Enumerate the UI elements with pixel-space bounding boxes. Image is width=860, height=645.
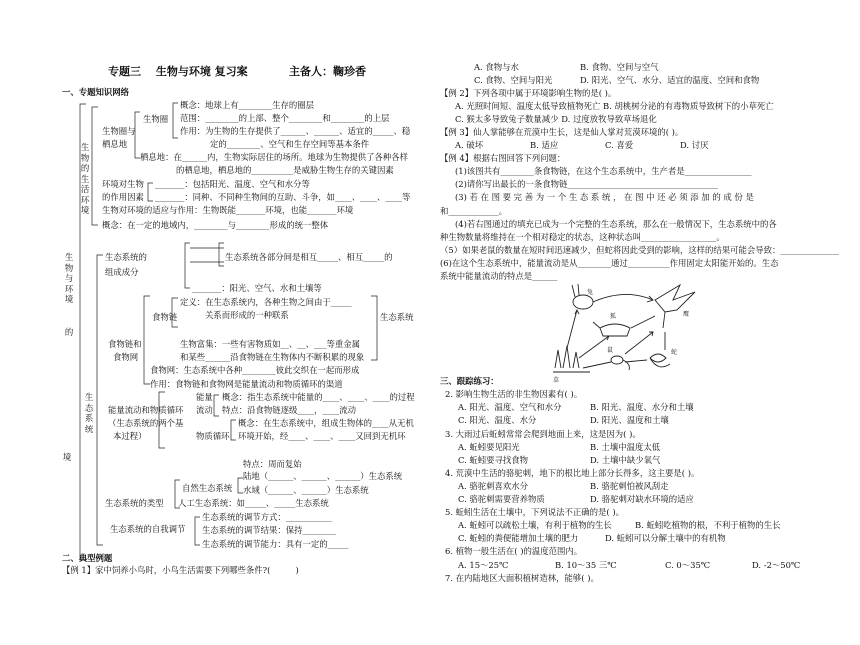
example-3-option-d: D. 讨厌 xyxy=(680,140,709,150)
question-3: 3. 大雨过后蚯蚓常常会爬到地面上来，这是因为( )。 xyxy=(445,429,641,439)
question-4-option-d: D. 骆驼刺对缺水环境的适应 xyxy=(590,494,694,504)
example-4-q4b: 种生物数量将维持在一个相对稳定的状态，这种状态叫__________________。 xyxy=(440,232,725,242)
mouse-label: 鼠 xyxy=(607,347,614,354)
energy-flow-concept: 概念：指生态系统中能量的____、____、____的过程 xyxy=(222,392,415,402)
fox-label: 狐 xyxy=(610,313,617,320)
biosphere-role-2: 定的________、空气和生存空间等基本条件 xyxy=(210,139,370,149)
example-4-q6: (6)在这个生态系统中，能量流动是从________通过__________作用固定太阳能开始的。生态 xyxy=(440,258,779,268)
habitat-line-1: 栖息地：在______内，生物实际居住的场所。地球为生物提供了各种各样 xyxy=(140,152,408,162)
cycle-title-2: （生态系统的两个基 xyxy=(108,418,184,428)
section-heading-examples: 二、典型例题 xyxy=(62,553,113,563)
example-4-q5: （5）如果老鼠的数量在短时间迅速减少，但蛇将因此受到的影响，这样的结果可能会导致：______________ xyxy=(440,245,839,255)
rabbit-icon xyxy=(573,295,593,309)
food-chain-label: 食物链 xyxy=(152,312,178,322)
bio-adapt: 生物对环境的适应与作用：生物既能_______环境，也能_______环境 xyxy=(102,205,354,215)
cycle-title-3: 本过程） xyxy=(113,431,147,441)
env-biotic: _______：同种、不同种生物间的互助、斗争，如____、____、____等 xyxy=(155,192,411,202)
question-5-option-b: B. 蚯蚓吃植物的根，不利于植物的生长 xyxy=(635,520,781,530)
eco-types-label: 生态系统的类型 xyxy=(105,498,164,508)
material-cycle-concept: 概念：在生态系统中，组成生物体的____从无机 xyxy=(238,418,414,428)
question-6: 6. 植物一般生活在( )的温度范围内。 xyxy=(445,546,583,556)
question-4: 4. 荒漠中生活的骆驼刺，地下的根比地上部分长得多，这主要是( )。 xyxy=(445,468,700,478)
example-3-option-b: B. 适应 xyxy=(530,140,559,150)
example-1-option-b: B. 食物、空间与空气 xyxy=(580,62,659,72)
biosphere-label: 生物圈 xyxy=(143,114,169,124)
energy-flow-feature: 特点：沿食物链逐级____，____流动 xyxy=(222,405,356,415)
question-5-option-d: D. 蚯蚓可以分解土壤中的有机物 xyxy=(605,533,726,543)
example-3: 【例 3】仙人掌能够在荒漠中生长，这是仙人掌对荒漠环境的( )。 xyxy=(440,127,684,137)
section-heading-practice: 三、跟踪练习： xyxy=(440,376,499,386)
regulation-mode: 生态系统的调节方式：___________ xyxy=(202,512,332,522)
food-chain-role: 作用：食物链和食物网是能量流动和物质循环的渠道 xyxy=(150,379,343,389)
example-2-options-cd: C. 猴太多导致兔子数量减少 D. 过度放牧导致草场退化 xyxy=(455,114,657,124)
question-4-option-b: B. 骆驼刺怕被风刮走 xyxy=(590,481,669,491)
example-1: 【例 1】家中饲养小鸟时，小鸟生活需要下列哪些条件?( ) xyxy=(62,565,299,575)
example-1-option-a: A. 食物与水 xyxy=(474,62,519,72)
vertical-label-ecosystem: 生态系统 xyxy=(84,392,94,434)
composition-label: 生态系统的 xyxy=(105,252,147,262)
question-4-option-c: C. 骆驼刺需要营养物质 xyxy=(458,494,545,504)
food-web-illustration xyxy=(545,280,705,390)
eagle-icon xyxy=(655,285,695,312)
composition-label-2: 组成成分 xyxy=(105,267,139,277)
food-chain-def: 定义：在生态系统内，各种生物之间由于_____ xyxy=(180,297,352,307)
question-5-option-c: C. 蚯蚓的粪便能增加土壤的肥力 xyxy=(458,533,579,543)
habitat-line-2: 的栖息地，栖息地的__________是威胁生物生存的关键因素 xyxy=(176,165,394,175)
regulation-result: 生态系统的调节结果：保持________ xyxy=(202,525,336,535)
natural-ecosystem-water: 水域（______、______）生态系统 xyxy=(243,485,369,495)
food-chain-def-2: 关系而形成的一种联系 xyxy=(205,310,289,320)
vertical-label-jing: 境 xyxy=(62,452,72,462)
energy-flow-label: 能量 xyxy=(196,392,213,402)
fox-icon xyxy=(600,324,630,336)
biomagnification-2: 和某些______沿食物链在生物体内不断积累的现象 xyxy=(180,352,365,362)
example-4-q1: (1)该图共有________条食物链，在这个生态系统中，生产者是________________ xyxy=(455,166,752,176)
example-4-q3b: 和____________。 xyxy=(440,206,507,216)
example-2: 【例 2】下列各项中属于环境影响生物的是( )。 xyxy=(440,88,617,98)
natural-ecosystem-land: 陆地（______、______、______）生态系统 xyxy=(243,471,403,481)
biomagnification: 生物富集：一些有害物质如__、__、___等重金属 xyxy=(180,339,361,349)
snake-label: 蛇 xyxy=(671,349,678,356)
grass-label: 草 xyxy=(553,377,560,384)
abiotic-note: _______：阳光、空气、水和土壤等 xyxy=(192,283,322,293)
question-5: 5. 蚯蚓生活在土壤中，下列说法不正确的是( )。 xyxy=(445,507,624,517)
question-3-option-a: A. 蚯蚓要见阳光 xyxy=(458,442,520,452)
biosphere-concept: 概念：地球上有________生存的圈层 xyxy=(180,100,314,110)
artificial-ecosystem: 人工生态系统：如_____、_____生态系统 xyxy=(178,498,329,508)
food-chain-web-label: 食物链和 xyxy=(108,339,142,349)
mouse-icon xyxy=(611,356,623,364)
eagle-label: 鹰 xyxy=(683,311,690,318)
natural-ecosystem-label: 自然生态系统 xyxy=(182,483,233,493)
composition-note: 生态系统各部分间是相互_____、相互_____的 xyxy=(225,252,393,262)
question-6-option-b: B. 10～35 三℃ xyxy=(555,560,617,570)
eco-system-word: 生态系统 xyxy=(380,312,414,322)
question-3-option-c: C. 蚯蚓要寻找食物 xyxy=(458,455,529,465)
question-2-option-c: C. 阳光、温度、水分 xyxy=(458,415,537,425)
vertical-label-de: 的 xyxy=(64,327,74,337)
material-cycle-feature: 特点：周而复始 xyxy=(243,459,302,469)
question-6-option-d: D. -2～50℃ xyxy=(752,560,801,570)
material-cycle-concept-2: 环境开始，经____、____、____又回到无机环 xyxy=(238,431,406,441)
regulation-capacity: 生态系统的调节能力：具有一定的_____ xyxy=(202,539,349,549)
env-effect-label: 环境对生物 xyxy=(102,179,144,189)
vertical-label-living-env: 生物的生活环境 xyxy=(80,142,90,215)
question-2-option-a: A. 阳光、温度、空气和水分 xyxy=(458,402,562,412)
example-4-q4: (4)若右图通过的填充已成为一个完整的生态系统，那么在一般情况下，生态系统中的各 xyxy=(455,219,777,229)
question-4-option-a: A. 骆驼刺喜欢水分 xyxy=(458,481,528,491)
question-3-option-d: D. 土壤中缺少氧气 xyxy=(590,455,661,465)
example-4-q6b: 系统中能量流动的特点是______ xyxy=(440,271,558,281)
snake-icon xyxy=(650,354,670,367)
question-3-option-b: B. 土壤中温度太低 xyxy=(590,442,661,452)
example-1-option-c: C. 食物、空间与阳光 xyxy=(474,75,553,85)
eco-concept: 概念：在一定的地域内，________与________形成的统一整体 xyxy=(102,220,329,230)
example-2-options-ab: A. 光照时间短、温度太低导致植物死亡 B. 胡桃树分泌的有毒物质导致树下的小草死亡 xyxy=(455,101,774,111)
example-4-q2: (2)请你写出最长的一条食物链____________________________________ xyxy=(455,179,719,189)
env-effect-label-2: 的作用因素 xyxy=(102,192,144,202)
biosphere-role: 作用：为生物的生存提供了______、______、适宜的_____、稳 xyxy=(180,126,411,136)
example-1-option-d: D. 阳光、空气、水分、适宜的温度、空间和食物 xyxy=(580,75,760,85)
question-2-option-d: D. 阳光、温度和土壤 xyxy=(590,415,669,425)
biosphere-habitat-label-2: 栖息地 xyxy=(102,139,128,149)
food-chain-web-label-2: 食物网 xyxy=(113,352,139,362)
example-3-option-c: C. 喜爱 xyxy=(605,140,634,150)
question-6-option-a: A. 15～25℃ xyxy=(458,560,509,570)
biosphere-range: 范围：________的上部、整个________和________的上层 xyxy=(180,113,390,123)
page-title: 专题三 生物与环境 复习案 xyxy=(108,65,248,78)
question-2: 2. 影响生物生活的非生物因素有( )。 xyxy=(445,389,583,399)
example-4-q3: (3) 若 在 图 要 完 善 为 一 个 生 态 系 统 ， 在 图 中 还 必 须 添 加 的 成 份 是 xyxy=(455,192,754,202)
energy-flow-label-2: 流动 xyxy=(196,405,213,415)
question-5-option-a: A. 蚯蚓可以疏松土壤，有利于植物的生长 xyxy=(458,520,612,530)
rabbit-label: 兔 xyxy=(587,289,594,296)
question-7: 7. 在内陆地区大面积植树造林，能够( )。 xyxy=(445,573,599,583)
example-3-option-a: A. 破坏 xyxy=(455,140,484,150)
vertical-label-bio-env: 生物与环境 xyxy=(64,252,74,304)
section-heading-knowledge: 一、专题知识网络 xyxy=(62,87,129,97)
question-6-option-c: C. 0～35℃ xyxy=(665,560,711,570)
env-abiotic: _______：包括阳光、温度、空气和水分等 xyxy=(155,179,310,189)
question-2-option-b: B. 阳光、温度、水分和土壤 xyxy=(590,402,694,412)
biosphere-habitat-label: 生物圈与 xyxy=(102,126,136,136)
food-web-def: 食物网：生态系统中各种________彼此交织在一起而形成 xyxy=(150,365,360,375)
self-regulation-label: 生态系统的自我调节 xyxy=(110,524,186,534)
material-cycle-label: 物质循环 xyxy=(196,431,230,441)
cycle-title: 能量流动和物质循环 xyxy=(108,405,184,415)
preparer: 主备人：鞠珍香 xyxy=(289,65,366,78)
example-4: 【例 4】根据右图回答下列问题： xyxy=(440,153,566,163)
